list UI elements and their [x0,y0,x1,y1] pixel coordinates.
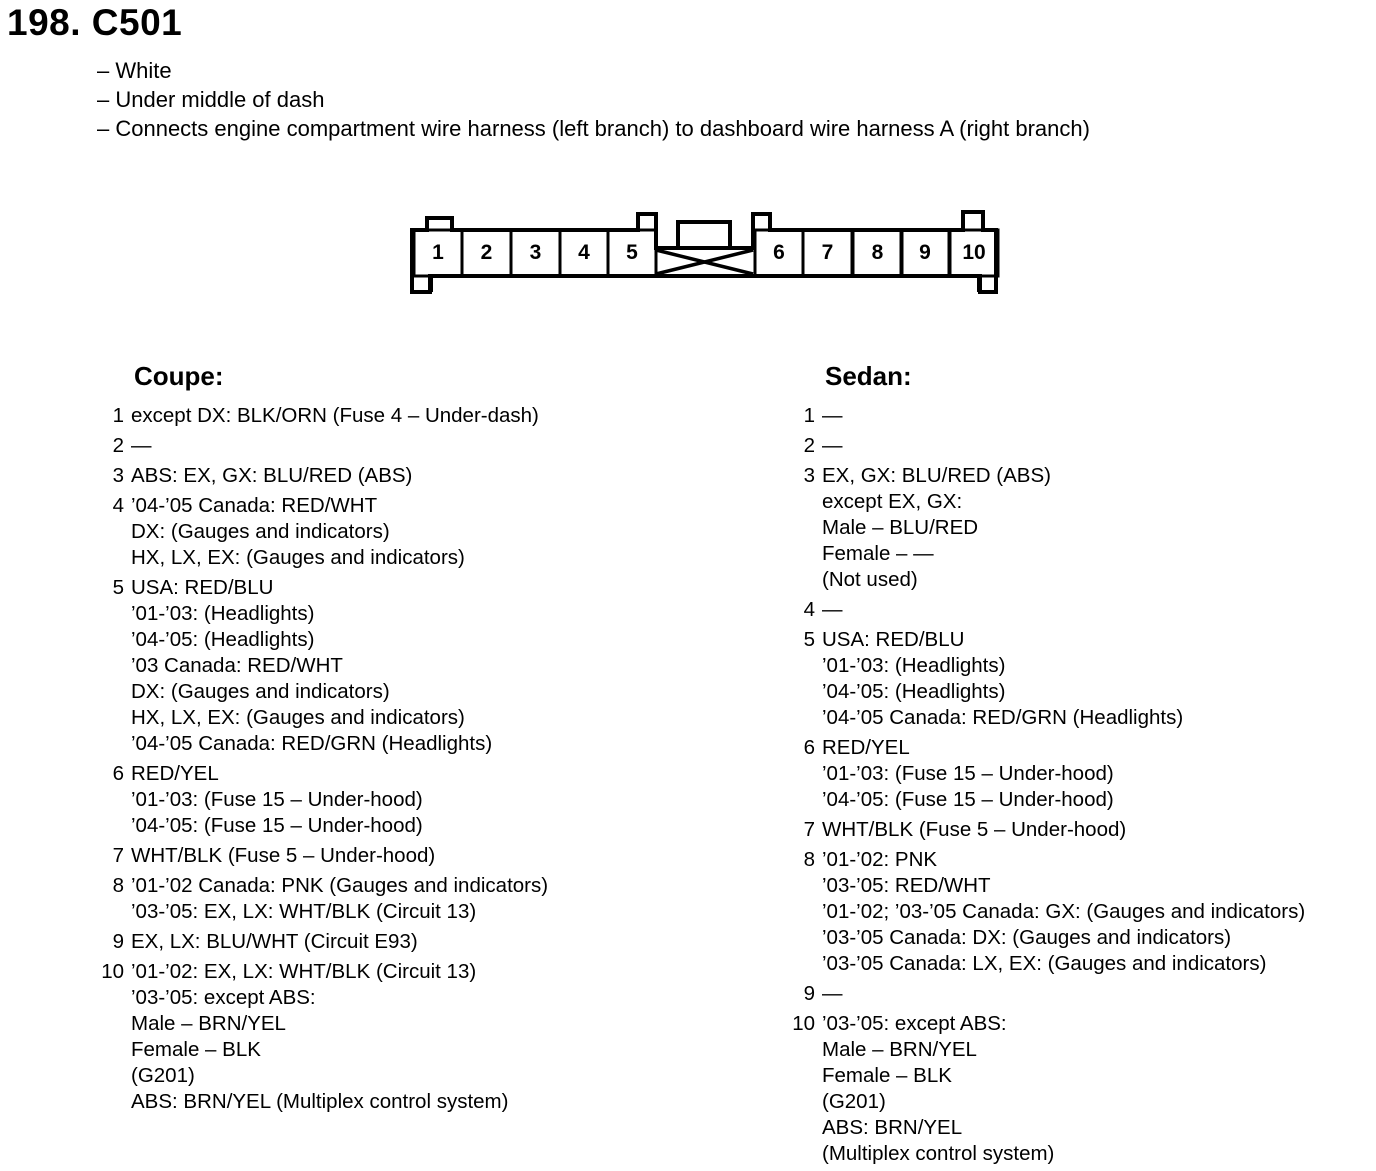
pin-description-line: USA: RED/BLU [131,576,274,599]
coupe-heading: Coupe: [134,361,224,391]
pin-number: 9 [803,982,815,1005]
pin-number: 1 [803,404,815,427]
pin-description-line: ’03-’05: except ABS: [131,986,316,1009]
pin-description-line: — [822,434,843,457]
pin-description-line: (G201) [131,1064,195,1087]
pin-number-10: 10 [962,241,986,264]
pin-number: 7 [803,818,815,841]
pin-description-line: ’03-’05: RED/WHT [822,874,991,897]
coupe-pin-3 [94,463,694,489]
coupe-pin-list [94,403,694,1119]
connector-latch [678,222,730,248]
coupe-pin-2 [94,433,694,459]
pin-description-line: HX, LX, EX: (Gauges and indicators) [131,706,465,729]
pin-description-line: ’04-’05: (Headlights) [131,628,315,651]
page-title: 198. C501 [7,2,183,43]
pin-description-line: USA: RED/BLU [822,628,965,651]
pin-description-line: ’01-’02: PNK [822,848,938,871]
pin-description-line: ’01-’03: (Fuse 15 – Under-hood) [822,762,1114,785]
pin-number-6: 6 [773,241,785,264]
pin-number: 8 [803,848,815,871]
pin-number: 4 [803,598,815,621]
sedan-pin-6 [785,735,1376,813]
sedan-pin-8 [785,847,1376,977]
pin-description-line: ABS: EX, GX: BLU/RED (ABS) [131,464,413,487]
pin-description-line: WHT/BLK (Fuse 5 – Under-hood) [822,818,1127,841]
note-color: – White [97,58,172,83]
pin-number-7: 7 [821,241,834,264]
pin-description-line: ’04-’05 Canada: RED/GRN (Headlights) [131,732,493,755]
pin-cavities [414,230,998,276]
pin-number-8: 8 [871,241,884,264]
pin-description-line: EX, GX: BLU/RED (ABS) [822,464,1051,487]
coupe-pin-1 [94,403,694,429]
pin-description-line: ’03-’05: EX, LX: WHT/BLK (Circuit 13) [131,900,477,923]
pin-number: 1 [112,404,124,427]
pin-number-5: 5 [626,241,638,264]
pin-number: 5 [803,628,815,651]
sedan-pin-7 [785,817,1376,843]
pin-description-line: ’01-’02: EX, LX: WHT/BLK (Circuit 13) [131,960,477,983]
pin-number: 10 [792,1012,815,1035]
sedan-pin-1 [785,403,1376,429]
pin-number: 6 [803,736,815,759]
coupe-pin-5 [94,575,694,757]
pin-description-line: except DX: BLK/ORN (Fuse 4 – Under-dash) [131,404,539,427]
pin-number: 10 [101,960,124,983]
pin-description-line: Female – BLK [822,1064,952,1087]
pin-number-1: 1 [432,241,444,264]
sedan-pin-9 [785,981,1376,1007]
pin-description-line: ABS: BRN/YEL [822,1116,963,1139]
pin-number: 8 [112,874,124,897]
pin-number-4: 4 [578,241,590,264]
pin-description-line: ’04-’05: (Headlights) [822,680,1006,703]
pin-number: 6 [112,762,124,785]
pin-number: 9 [112,930,124,953]
coupe-pin-9 [94,929,694,955]
sedan-pin-5 [785,627,1376,731]
pin-description-line: ’04-’05: (Fuse 15 – Under-hood) [131,814,423,837]
pin-number: 2 [803,434,815,457]
pin-number: 4 [112,494,124,517]
sedan-pin-10 [785,1011,1376,1167]
coupe-pin-6 [94,761,694,839]
pin-description-line: ’01-’03: (Headlights) [822,654,1006,677]
sedan-pin-4 [785,597,1376,623]
pin-description-line: ABS: BRN/YEL (Multiplex control system) [131,1090,509,1113]
pin-description-line: (G201) [822,1090,886,1113]
pin-description-line: Male – BRN/YEL [822,1038,977,1061]
pin-description-line: ’01-’03: (Headlights) [131,602,315,625]
pin-description-line: — [822,404,843,427]
pin-description-line: RED/YEL [131,762,219,785]
pin-description-line: Male – BLU/RED [822,516,979,539]
pin-description-line: (Not used) [822,568,918,591]
pin-description-line: ’01-’03: (Fuse 15 – Under-hood) [131,788,423,811]
pin-number: 3 [112,464,124,487]
pin-description-line: ’03-’05 Canada: DX: (Gauges and indicators) [822,926,1232,949]
pin-description-line: (Multiplex control system) [822,1142,1055,1165]
pin-number-3: 3 [529,241,542,264]
pin-description-line: ’03-’05: except ABS: [822,1012,1007,1035]
pin-description-line: DX: (Gauges and indicators) [131,520,390,543]
connector-diagram [0,0,1376,330]
sedan-pin-list [785,403,1376,1171]
coupe-pin-7 [94,843,694,869]
pin-description-line: EX, LX: BLU/WHT (Circuit E93) [131,930,418,953]
coupe-pin-8 [94,873,694,925]
sedan-pin-2 [785,433,1376,459]
pin-description-line: ’04-’05: (Fuse 15 – Under-hood) [822,788,1114,811]
sedan-heading: Sedan: [825,361,912,391]
pin-description-line: ’04-’05 Canada: RED/GRN (Headlights) [822,706,1184,729]
pin-description-line: except EX, GX: [822,490,963,513]
pin-number: 2 [112,434,124,457]
pin-number: 7 [112,844,124,867]
pin-description-line: ’03 Canada: RED/WHT [131,654,343,677]
pin-description-line: ’01-’02 Canada: PNK (Gauges and indicators) [131,874,549,897]
pin-description-line: — [822,982,843,1005]
pin-description-line: ’04-’05 Canada: RED/WHT [131,494,378,517]
pin-description-line: ’01-’02; ’03-’05 Canada: GX: (Gauges and indicators) [822,900,1306,923]
pin-description-line: WHT/BLK (Fuse 5 – Under-hood) [131,844,436,867]
pin-description-line: Female – — [822,542,934,565]
sedan-pin-3 [785,463,1376,593]
pin-description-line: HX, LX, EX: (Gauges and indicators) [131,546,465,569]
note-connection: – Connects engine compartment wire harness (left branch) to dashboard wire harness A (right branch) [97,116,1090,141]
pin-description-line: DX: (Gauges and indicators) [131,680,390,703]
pin-number-9: 9 [919,241,931,264]
pin-description-line: RED/YEL [822,736,910,759]
pin-number: 3 [803,464,815,487]
pin-description-line: — [131,434,152,457]
pin-description-line: ’03-’05 Canada: LX, EX: (Gauges and indicators) [822,952,1267,975]
pin-number-2: 2 [480,241,493,264]
coupe-pin-4 [94,493,694,571]
coupe-pin-10 [94,959,694,1115]
note-location: – Under middle of dash [97,87,325,112]
pin-description-line: Male – BRN/YEL [131,1012,286,1035]
pin-description-line: Female – BLK [131,1038,261,1061]
pin-number: 5 [112,576,124,599]
pin-description-line: — [822,598,843,621]
